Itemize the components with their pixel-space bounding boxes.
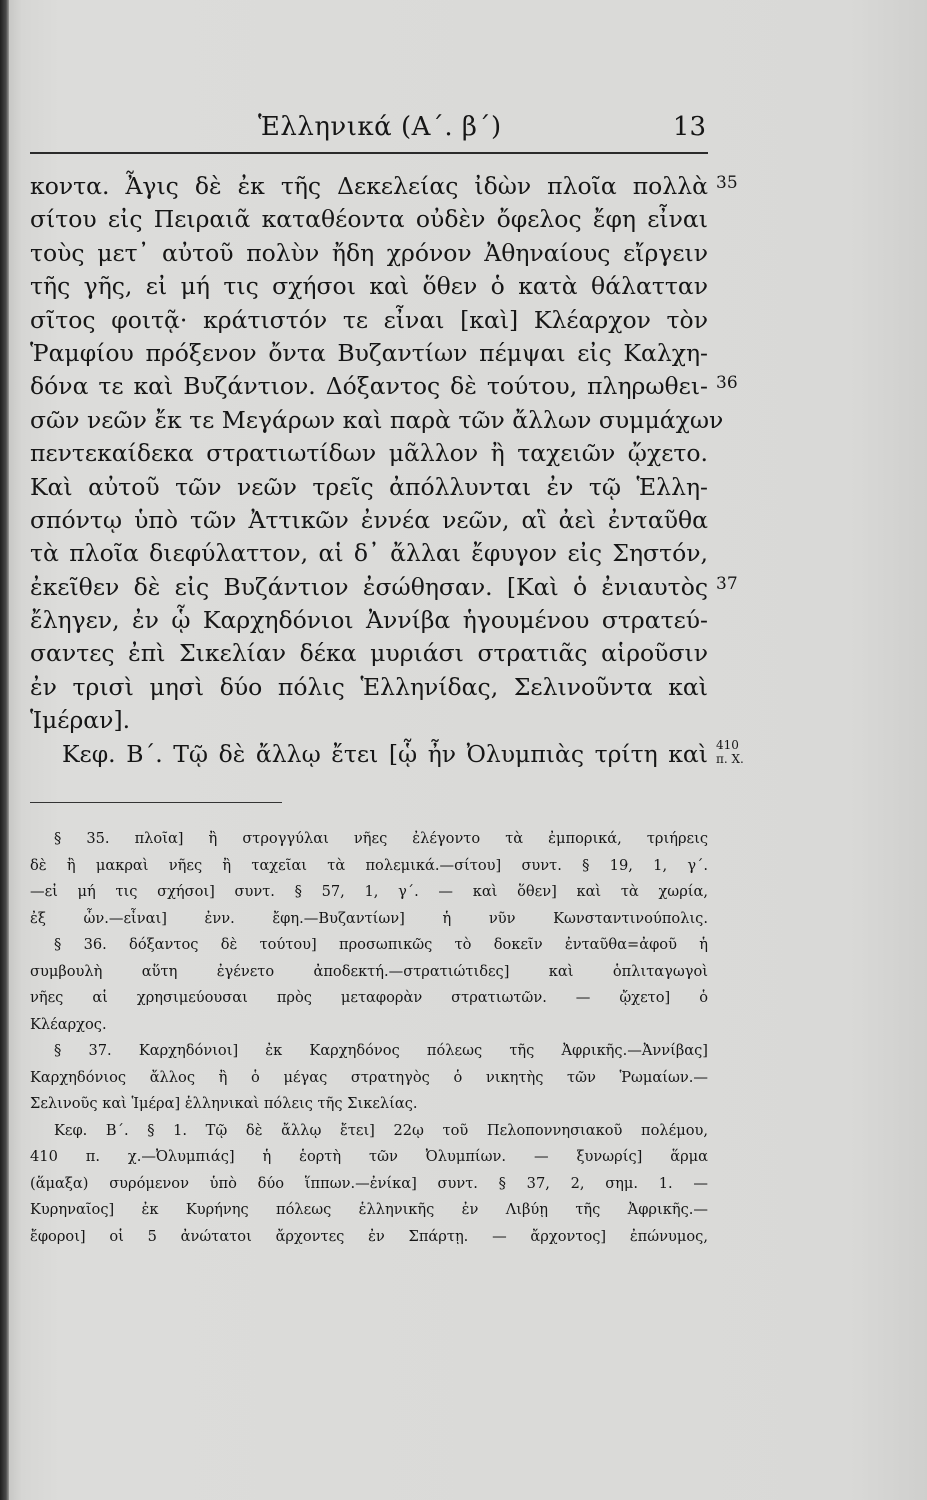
text-line	[30, 170, 738, 203]
footnote-line-content: (ἅμαξα) συρόμενον ὑπὸ δύο ἵππων.—ἐνίκα] συντ. § 37, 2, σημ. 1. —	[30, 1174, 708, 1192]
footnote-separator	[30, 802, 282, 803]
footnote-line	[30, 853, 708, 880]
margin-section-number: 36	[716, 373, 738, 394]
text-line	[30, 304, 708, 337]
footnote-line-content: Κυρηναῖος] ἐκ Κυρήνης πόλεως ἑλληνικῆς ἐν Λιβύῃ τῆς Ἀφρικῆς.—	[30, 1201, 708, 1218]
text-line-content: Ἱμέραν].	[30, 706, 131, 735]
text-line-content: σῖτος φοιτᾷ· κράτιστόν τε εἶναι [καὶ] Κλέαρχον τὸν	[30, 305, 708, 334]
text-line-content: ἐκεῖθεν δὲ εἰς Βυζάντιον ἐσώθησαν. [Καὶ ὁ ἐνιαυτὸς	[30, 572, 708, 601]
text-line	[30, 604, 708, 637]
footnote-line-content: § 37. Καρχηδόνιοι] ἐκ Καρχηδόνος πόλεως τῆς Ἀφρικῆς.—Ἀννίβας]	[54, 1042, 708, 1059]
footnote-line-content: § 36. δόξαντος δὲ τούτου] προσωπικῶς τὸ δοκεῖν ἐνταῦθα=ἀφοῦ ἡ	[54, 936, 708, 953]
running-header	[30, 112, 708, 154]
page-number: 13	[672, 112, 706, 142]
running-title: Ἑλληνικά (Α΄. β΄)	[258, 112, 502, 142]
footnote-line-content: § 35. πλοῖα] ἢ στρογγύλαι νῆες ἐλέγοντο τὰ ἐμπορικά, τριήρεις	[54, 830, 708, 847]
footnote-line-content: Σελινοῦς καὶ Ἱμέρα] ἑλληνικαὶ πόλεις τῆς Σικελίας.	[30, 1095, 418, 1112]
text-line	[30, 637, 708, 670]
text-line	[30, 337, 708, 370]
footnote-line	[30, 959, 708, 986]
text-line-content: σπόντῳ ὑπὸ τῶν Ἀττικῶν ἐννέα νεῶν, αἳ ἀεὶ ἐνταῦθα	[30, 505, 708, 534]
text-line	[30, 737, 744, 771]
text-line-content: πεντεκαίδεκα στρατιωτίδων μᾶλλον ἢ ταχειῶν ᾤχετο.	[30, 439, 708, 468]
footnote-line-content: ἔφοροι] οἱ 5 ἀνώτατοι ἄρχοντες ἐν Σπάρτῃ. — ἄρχοντος] ἐπώνυμος,	[30, 1227, 708, 1245]
footnote-line-content: Κεφ. Β΄. § 1. Τῷ δὲ ἄλλῳ ἔτει] 22ῳ τοῦ Πελοποννησιακοῦ πολέμου,	[54, 1121, 708, 1139]
text-line-content: σίτου εἰς Πειραιᾶ καταθέοντα οὐδὲν ὄφελος ἔφη εἶναι	[30, 205, 708, 234]
text-line-content: δόνα τε καὶ Βυζάντιον. Δόξαντος δὲ τούτου, πληρωθει-	[30, 372, 708, 401]
book-spine-shadow	[0, 0, 9, 1500]
footnote-line	[30, 932, 708, 959]
text-line-content: τῆς γῆς, εἰ μή τις σχήσοι καὶ ὅθεν ὁ κατὰ θάλατταν	[30, 272, 708, 301]
text-line	[30, 671, 708, 704]
footnote-line	[30, 1065, 708, 1092]
text-line-content: ἔληγεν, ἐν ᾧ Καρχηδόνιοι Ἀννίβα ἡγουμένου στρατεύ-	[30, 606, 708, 635]
footnote-line	[30, 1012, 708, 1039]
text-line	[30, 237, 708, 270]
footnote-line	[30, 1171, 708, 1198]
footnote-line-content: συμβουλὴ αὕτη ἐγένετο ἀποδεκτή.—στρατιώτιδες] καὶ ὁπλιταγωγοὶ	[30, 962, 708, 980]
text-line	[30, 370, 738, 403]
text-line-content: Κεφ. Β΄. Τῷ δὲ ἄλλῳ ἔτει [ᾧ ἦν Ὀλυμπιὰς τρίτη καὶ	[62, 739, 708, 768]
footnote-line	[30, 826, 708, 853]
footnote-line-content: δὲ ἢ μακραὶ νῆες ἢ ταχεῖαι τὰ πολεμικά.—σίτου] συντ. § 19, 1, γ΄.	[30, 856, 708, 874]
text-line	[30, 571, 738, 604]
footnote-line	[30, 879, 708, 906]
text-line	[30, 504, 708, 537]
footnote-line	[30, 906, 708, 933]
footnote-line-content: Καρχηδόνιος ἄλλος ἢ ὁ μέγας στρατηγὸς ὁ νικητὴς τῶν Ῥωμαίων.—	[30, 1068, 708, 1086]
text-line	[30, 704, 708, 737]
margin-section-number: 37	[716, 573, 738, 594]
text-line-content: σῶν νεῶν ἔκ τε Μεγάρων καὶ παρὰ τῶν ἄλλων συμμάχων	[30, 405, 724, 434]
footnote-line	[30, 1144, 708, 1171]
footnote-line-content: 410 π. χ.—Ὀλυμπιάς] ἡ ἑορτὴ τῶν Ὀλυμπίων. — ξυνωρίς] ἅρμα	[30, 1148, 708, 1165]
margin-section-number: 35	[716, 173, 738, 193]
text-line-content: Καὶ αὐτοῦ τῶν νεῶν τρεῖς ἀπόλλυνται ἐν τῷ Ἑλλη-	[30, 472, 708, 501]
footnote-line-content: Κλέαρχος.	[30, 1015, 107, 1033]
text-line	[30, 404, 724, 437]
footnote-line-content: νῆες αἱ χρησιμεύουσαι πρὸς μεταφορὰν στρατιωτῶν. — ᾤχετο] ὁ	[30, 989, 708, 1006]
text-line	[30, 270, 708, 303]
text-line-content: τοὺς μετ᾽ αὐτοῦ πολὺν ἤδη χρόνον Ἀθηναίους εἴργειν	[30, 238, 708, 267]
footnote-line	[30, 1197, 708, 1224]
text-line-content: Ῥαμφίου πρόξενον ὄντα Βυζαντίων πέμψαι εἰς Καλχη-	[30, 338, 708, 367]
text-line	[30, 203, 708, 236]
margin-section-number: 410 π. Χ.	[716, 737, 744, 766]
text-line	[30, 437, 708, 470]
footnote-line	[30, 985, 708, 1012]
footnote-line	[30, 1091, 708, 1118]
footnote-line	[30, 1224, 708, 1251]
text-line	[30, 537, 708, 570]
text-line-content: κοντα. Ἆγις δὲ ἐκ τῆς Δεκελείας ἰδὼν πλοῖα πολλὰ	[30, 172, 708, 200]
text-line	[30, 471, 708, 504]
main-text	[30, 170, 744, 771]
footnote-line-content: ἐξ ὧν.—εἶναι] ἐνν. ἔφη.—Βυζαντίων] ἡ νῦν Κωνσταντινούπολις.	[30, 909, 708, 927]
footnote-line	[30, 1118, 708, 1145]
text-line-content: σαντες ἐπὶ Σικελίαν δέκα μυριάσι στρατιᾶς αἱροῦσιν	[30, 639, 708, 668]
text-line-content: ἐν τρισὶ μησὶ δύο πόλις Ἑλληνίδας, Σελινοῦντα καὶ	[30, 672, 708, 701]
footnote-line	[30, 1038, 708, 1065]
text-line-content: τὰ πλοῖα διεφύλαττον, αἱ δ᾽ ἄλλαι ἔφυγον εἰς Σηστόν,	[30, 539, 708, 568]
footnote-line-content: —εἰ μή τις σχήσοι] συντ. § 57, 1, γ΄. — καὶ ὅθεν] καὶ τὰ χωρία,	[30, 883, 708, 900]
footnotes	[30, 826, 708, 1250]
